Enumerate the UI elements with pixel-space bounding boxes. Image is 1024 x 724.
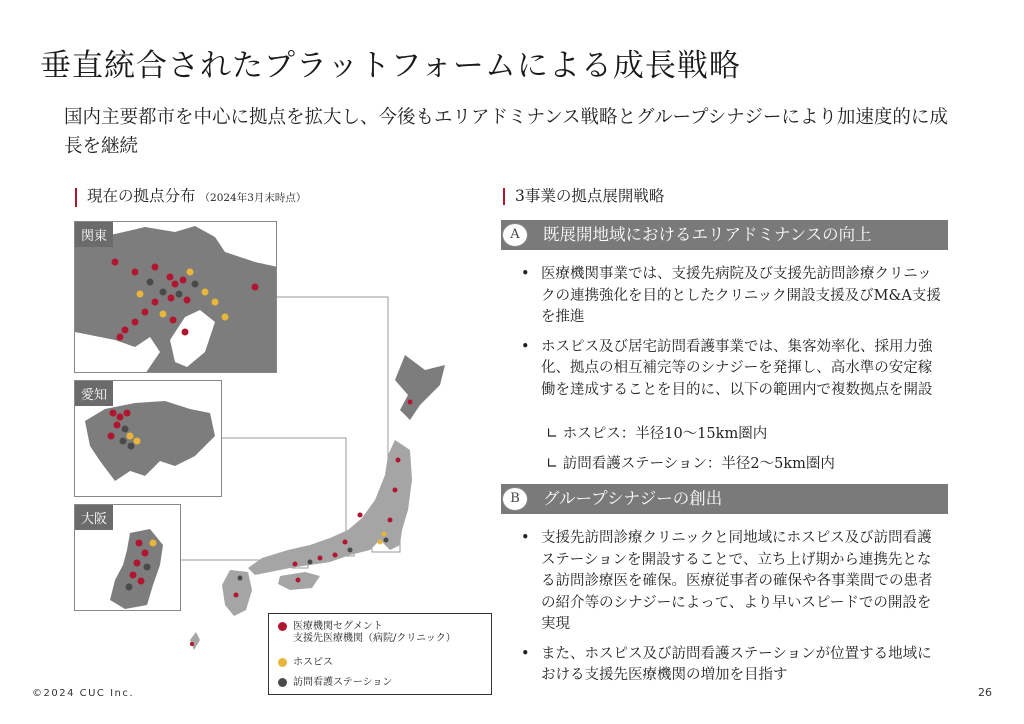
strategy-b-bullet-1: • 支援先訪問診療クリニックと同地域にホスピス及び訪問看護ステーションを開設することで、立ち上げ期から連携先となる訪問診療医を確保。医療従事者の確保や各事業間での患者の紹介等のシナジーによって、より早いスピードでの開設を実現 — [519, 528, 944, 636]
strategy-a-bar — [501, 220, 948, 250]
legend-nursing-label: 訪問看護ステーション — [293, 677, 393, 688]
nursing-radius: ∟ 訪問看護ステーション：半径2〜5km圏内 — [546, 456, 835, 472]
kanto-label: 関東 — [75, 222, 113, 247]
strategy-a-letter: A — [502, 223, 528, 247]
legend-dot-nursing — [278, 678, 287, 687]
map-legend — [268, 613, 492, 695]
copyright: ©2024 CUC Inc. — [32, 688, 135, 699]
strategy-a-title: 既展開地域におけるエリアドミナンスの向上 — [543, 225, 872, 244]
strategy-a-bullet-2: • ホスピス及び居宅訪問看護事業では、集客効率化、採用力強化、拠点の相互補完等のシナジーを発揮し、高水準の安定稼働を達成することを目的に、以下の範囲内で複数拠点を開設 — [519, 337, 944, 402]
right-section-heading: 3事業の拠点展開戦略 — [503, 188, 664, 205]
strategy-b-bullets — [519, 528, 944, 695]
page-title: 垂直統合されたプラットフォームによる成長戦略 — [40, 48, 741, 84]
left-section-heading — [75, 188, 306, 207]
legend-medical-line1: 医療機関セグメント — [293, 621, 383, 632]
page-number: 26 — [978, 686, 992, 699]
legend-item-nursing — [293, 677, 392, 689]
page-subtitle: 国内主要都市を中心に拠点を拡大し、今後もエリアドミナンス戦略とグループシナジーにより加速度的に成長を継続 — [64, 107, 948, 157]
legend-medical-line2: 支援先医療機関（病院/クリニック） — [293, 633, 456, 644]
date-note: （2024年3月末時点） — [199, 192, 307, 204]
strategy-b-bar — [501, 484, 948, 514]
osaka-label: 大阪 — [75, 505, 113, 530]
left-heading-text: 現在の拠点分布 — [87, 187, 196, 205]
legend-dot-hospice — [278, 658, 287, 667]
strategy-a-bullet-1: • 医療機関事業では、支援先病院及び支援先訪問診療クリニックの連携強化を目的としたクリニック開設支援及びM&A支援を推進 — [519, 264, 944, 329]
osaka-map-inset — [74, 504, 181, 611]
strategy-b-title: グループシナジーの創出 — [543, 489, 723, 508]
strategy-b-bullet-2: • また、ホスピス及び訪問看護ステーションが位置する地域における支援先医療機関の増加を目指す — [519, 644, 944, 687]
aichi-label: 愛知 — [75, 381, 113, 406]
strategy-a-bullets — [519, 264, 944, 409]
legend-item-hospice — [293, 657, 333, 669]
legend-dot-medical — [278, 622, 287, 631]
legend-item-medical — [293, 621, 456, 645]
legend-hospice-label: ホスピス — [293, 657, 333, 668]
hospice-radius: ∟ ホスピス：半径10〜15km圏内 — [546, 426, 768, 442]
strategy-b-letter: B — [502, 487, 528, 511]
